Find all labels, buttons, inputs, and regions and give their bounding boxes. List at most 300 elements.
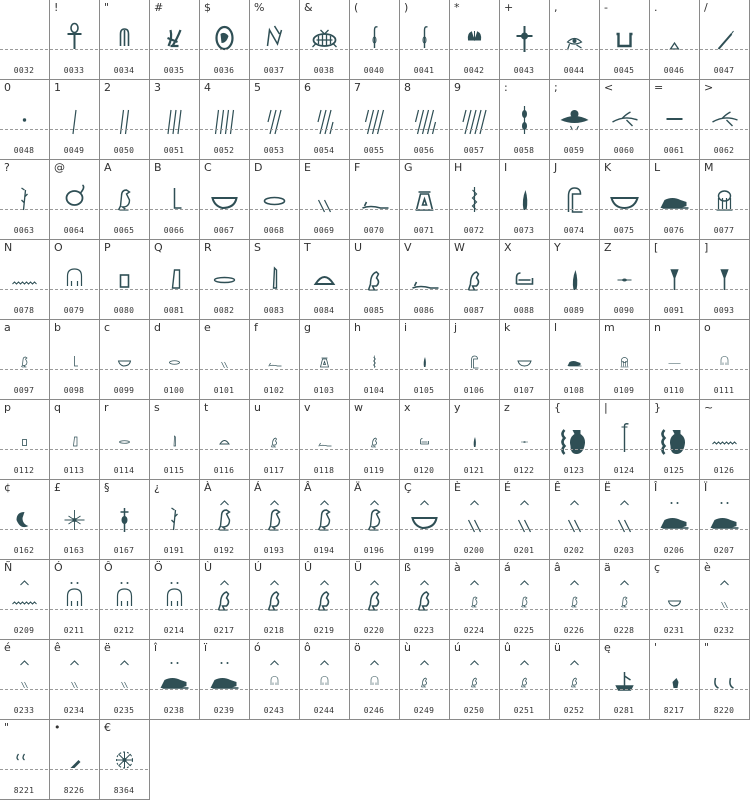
cell-character: é bbox=[4, 641, 11, 654]
glyph-cell bbox=[700, 0, 750, 80]
cell-code: 0060 bbox=[613, 146, 635, 155]
glyph-cell bbox=[150, 80, 200, 160]
glyph-cell bbox=[200, 640, 250, 720]
glyph-cell bbox=[300, 640, 350, 720]
cell-character: i bbox=[404, 321, 408, 334]
baseline-divider bbox=[650, 209, 698, 210]
cell-character: 9 bbox=[454, 81, 461, 94]
cell-character: ( bbox=[354, 1, 359, 14]
vulture-accent-icon bbox=[200, 496, 249, 538]
baseline-divider bbox=[150, 609, 198, 610]
water-small-icon bbox=[650, 336, 699, 378]
cell-character: B bbox=[154, 161, 162, 174]
cell-character: 2 bbox=[104, 81, 111, 94]
chick-accent-icon bbox=[350, 576, 399, 618]
baseline-divider bbox=[400, 369, 448, 370]
cell-character: ? bbox=[4, 161, 10, 174]
crossed-sticks-icon bbox=[50, 496, 99, 538]
gate-icon bbox=[600, 16, 649, 58]
baseline-divider bbox=[600, 689, 648, 690]
baseline-divider bbox=[350, 369, 398, 370]
glyph-cell bbox=[500, 320, 550, 400]
cell-code: 0074 bbox=[563, 226, 585, 235]
baseline-divider bbox=[350, 609, 398, 610]
basket-small-icon bbox=[650, 576, 699, 618]
eye-icon bbox=[550, 16, 599, 58]
wheel-icon bbox=[100, 736, 149, 778]
glyph-cell bbox=[100, 400, 150, 480]
cell-character: L bbox=[654, 161, 661, 174]
cell-character: - bbox=[604, 1, 608, 14]
cell-character: £ bbox=[54, 481, 61, 494]
cell-character: s bbox=[154, 401, 160, 414]
baseline-divider bbox=[450, 129, 498, 130]
reed-stalk-icon bbox=[0, 176, 49, 218]
cell-character: ó bbox=[254, 641, 261, 654]
cell-character: k bbox=[504, 321, 511, 334]
baseline-divider bbox=[700, 529, 748, 530]
baseline-divider bbox=[450, 449, 498, 450]
glyph-cell bbox=[50, 480, 100, 560]
baseline-divider bbox=[150, 449, 198, 450]
baseline-divider bbox=[550, 609, 598, 610]
cell-code: 0038 bbox=[313, 66, 335, 75]
baseline-divider bbox=[200, 369, 248, 370]
glyph-cell bbox=[450, 320, 500, 400]
baseline-divider bbox=[700, 289, 748, 290]
baseline-divider bbox=[50, 529, 98, 530]
baseline-divider bbox=[700, 609, 748, 610]
cell-code: 8220 bbox=[713, 706, 735, 715]
glyph-cell bbox=[450, 240, 500, 320]
door-bolt-icon bbox=[600, 256, 649, 298]
baseline-divider bbox=[300, 289, 348, 290]
glyph-cell bbox=[50, 640, 100, 720]
cell-code: 0085 bbox=[363, 306, 385, 315]
cell-character: Ï bbox=[704, 481, 708, 494]
cell-code: 0052 bbox=[213, 146, 235, 155]
dot-icon bbox=[0, 96, 49, 138]
vulture-accent-small-icon bbox=[550, 576, 599, 618]
baseline-divider bbox=[550, 209, 598, 210]
cell-character: § bbox=[104, 481, 110, 494]
cell-code: 0071 bbox=[413, 226, 435, 235]
cell-code: 0093 bbox=[713, 306, 735, 315]
cell-character: ê bbox=[54, 641, 61, 654]
cell-character: T bbox=[304, 241, 311, 254]
baseline-divider bbox=[250, 369, 298, 370]
staff-crook-icon bbox=[350, 16, 399, 58]
brush-icon bbox=[700, 16, 749, 58]
cell-character: f bbox=[254, 321, 258, 334]
stand-small-icon bbox=[300, 336, 349, 378]
baseline-divider bbox=[450, 289, 498, 290]
cell-code: 0196 bbox=[363, 546, 385, 555]
baseline-divider bbox=[250, 209, 298, 210]
glyph-cell bbox=[600, 480, 650, 560]
cell-code: 0218 bbox=[263, 626, 285, 635]
lion-icon bbox=[650, 176, 699, 218]
snake-vessel-icon bbox=[650, 416, 699, 458]
baseline-divider bbox=[350, 49, 398, 50]
foot-small-icon bbox=[50, 336, 99, 378]
cell-code: 8217 bbox=[663, 706, 685, 715]
cell-character: Ô bbox=[104, 561, 113, 574]
glyph-cell bbox=[650, 160, 700, 240]
chick-accent-icon bbox=[200, 576, 249, 618]
cell-code: 8364 bbox=[113, 786, 135, 795]
cell-character: e bbox=[204, 321, 211, 334]
small-mound-icon bbox=[650, 16, 699, 58]
cell-character: á bbox=[504, 561, 511, 574]
glyph-cell bbox=[200, 560, 250, 640]
cell-code: 0051 bbox=[163, 146, 185, 155]
baseline-divider bbox=[650, 609, 698, 610]
glyph-cell bbox=[450, 80, 500, 160]
baseline-divider bbox=[600, 449, 648, 450]
baseline-divider bbox=[300, 129, 348, 130]
cell-code: 0123 bbox=[563, 466, 585, 475]
baseline-divider bbox=[550, 289, 598, 290]
baseline-divider bbox=[450, 689, 498, 690]
cell-character: 8 bbox=[404, 81, 411, 94]
cell-character: Ú bbox=[254, 561, 263, 574]
baseline-divider bbox=[650, 369, 698, 370]
cell-code: 0217 bbox=[213, 626, 235, 635]
bowl-small-icon bbox=[500, 336, 549, 378]
glyph-cell bbox=[100, 320, 150, 400]
glyph-cell bbox=[300, 480, 350, 560]
baseline-divider bbox=[450, 609, 498, 610]
cell-code: 0068 bbox=[263, 226, 285, 235]
baseline-divider bbox=[0, 369, 48, 370]
baseline-divider bbox=[450, 49, 498, 50]
branch-icon bbox=[700, 96, 749, 138]
baseline-divider bbox=[450, 529, 498, 530]
cell-character: g bbox=[304, 321, 311, 334]
baseline-divider bbox=[300, 529, 348, 530]
reed-small-icon bbox=[400, 336, 449, 378]
glyph-cell bbox=[400, 160, 450, 240]
baseline-divider bbox=[350, 209, 398, 210]
slope-small-icon bbox=[50, 416, 99, 458]
cell-code: 0044 bbox=[563, 66, 585, 75]
twisted-flax-icon bbox=[450, 176, 499, 218]
glyph-cell bbox=[200, 480, 250, 560]
baseline-divider bbox=[350, 449, 398, 450]
cell-character: * bbox=[454, 1, 460, 14]
bolt-small-icon bbox=[500, 416, 549, 458]
cell-code: 0214 bbox=[163, 626, 185, 635]
baseline-divider bbox=[500, 209, 548, 210]
baseline-divider bbox=[0, 289, 48, 290]
cell-code: 0077 bbox=[713, 226, 735, 235]
cell-code: 0083 bbox=[263, 306, 285, 315]
scribe-palette-icon bbox=[250, 16, 299, 58]
glyph-cell bbox=[650, 0, 700, 80]
cell-code: 0058 bbox=[513, 146, 535, 155]
cell-character: % bbox=[254, 1, 265, 14]
cell-character: Ñ bbox=[4, 561, 13, 574]
glyph-cell bbox=[350, 240, 400, 320]
cell-code: 0079 bbox=[63, 306, 85, 315]
baseline-divider bbox=[500, 449, 548, 450]
foot-icon bbox=[150, 176, 199, 218]
chick-accent-small-icon bbox=[450, 656, 499, 698]
basket-handle-icon bbox=[500, 256, 549, 298]
strokes-1-icon bbox=[50, 96, 99, 138]
glyph-cell bbox=[150, 160, 200, 240]
cell-code: 0207 bbox=[713, 546, 735, 555]
cell-character: W bbox=[454, 241, 465, 254]
cell-code: 0111 bbox=[713, 386, 735, 395]
cell-code: 0112 bbox=[13, 466, 35, 475]
baseline-divider bbox=[400, 289, 448, 290]
glyph-cell bbox=[550, 560, 600, 640]
glyph-cell bbox=[150, 0, 200, 80]
glyph-cell bbox=[200, 320, 250, 400]
vulture-accent-icon bbox=[250, 496, 299, 538]
cell-code: 0099 bbox=[113, 386, 135, 395]
glyph-cell bbox=[0, 400, 50, 480]
glyph-cell bbox=[0, 720, 50, 800]
baseline-divider bbox=[700, 449, 748, 450]
strokes-4-icon bbox=[200, 96, 249, 138]
cell-code: 0076 bbox=[663, 226, 685, 235]
cell-character: @ bbox=[54, 161, 65, 174]
cell-code: 0089 bbox=[563, 306, 585, 315]
baseline-divider bbox=[550, 49, 598, 50]
small-seated-icon bbox=[650, 656, 699, 698]
cell-code: 0102 bbox=[263, 386, 285, 395]
chick-accent-icon bbox=[300, 576, 349, 618]
glyph-cell bbox=[700, 320, 750, 400]
cell-character: u bbox=[254, 401, 261, 414]
bowl-icon bbox=[600, 176, 649, 218]
cell-code: 0104 bbox=[363, 386, 385, 395]
baseline-divider bbox=[100, 769, 148, 770]
cell-code: 0078 bbox=[13, 306, 35, 315]
baseline-divider bbox=[50, 609, 98, 610]
water-zigzag-icon bbox=[700, 416, 749, 458]
baseline-divider bbox=[250, 49, 298, 50]
cell-code: 0054 bbox=[313, 146, 335, 155]
glyph-cell bbox=[150, 480, 200, 560]
viper-small-icon bbox=[250, 336, 299, 378]
cell-character: 3 bbox=[154, 81, 161, 94]
glyph-cell bbox=[0, 560, 50, 640]
glyph-cell bbox=[450, 480, 500, 560]
cell-character: [ bbox=[654, 241, 659, 254]
cell-character: Z bbox=[604, 241, 612, 254]
strokes-accent-icon bbox=[500, 496, 549, 538]
cell-character: F bbox=[354, 161, 361, 174]
glyph-cell bbox=[500, 240, 550, 320]
quail-chick-icon bbox=[450, 256, 499, 298]
glyph-cell bbox=[250, 80, 300, 160]
basket-small-icon bbox=[100, 336, 149, 378]
baseline-divider bbox=[500, 289, 548, 290]
baseline-divider bbox=[200, 529, 248, 530]
baseline-divider bbox=[350, 689, 398, 690]
cell-code: 0059 bbox=[563, 146, 585, 155]
glyph-cell bbox=[450, 400, 500, 480]
strokes-accent-small-icon bbox=[0, 656, 49, 698]
baseline-divider bbox=[350, 289, 398, 290]
glyph-cell bbox=[300, 560, 350, 640]
glyph-cell bbox=[450, 0, 500, 80]
glyph-cell bbox=[500, 80, 550, 160]
cell-code: 0231 bbox=[663, 626, 685, 635]
glyph-cell bbox=[650, 240, 700, 320]
baseline-divider bbox=[250, 689, 298, 690]
strokes-accent-icon bbox=[450, 496, 499, 538]
cell-character: d bbox=[154, 321, 161, 334]
lock-accent-icon bbox=[100, 576, 149, 618]
baseline-divider bbox=[150, 49, 198, 50]
cell-character: | bbox=[604, 401, 608, 414]
cell-character: ] bbox=[704, 241, 709, 254]
glyph-cell bbox=[250, 560, 300, 640]
cell-character: q bbox=[54, 401, 61, 414]
baseline-divider bbox=[300, 49, 348, 50]
glyph-cell bbox=[700, 480, 750, 560]
lion-accent-icon bbox=[150, 656, 199, 698]
glyph-cell bbox=[600, 320, 650, 400]
glyph-cell bbox=[550, 400, 600, 480]
glyph-cell bbox=[550, 640, 600, 720]
cell-character: • bbox=[54, 721, 61, 734]
glyph-cell bbox=[50, 160, 100, 240]
cell-code: 0194 bbox=[313, 546, 335, 555]
hair-lock-icon bbox=[50, 256, 99, 298]
baseline-divider bbox=[600, 129, 648, 130]
cell-character: 1 bbox=[54, 81, 61, 94]
glyph-cell bbox=[250, 400, 300, 480]
cell-character: 4 bbox=[204, 81, 211, 94]
cell-character: ï bbox=[204, 641, 208, 654]
glyph-cell bbox=[0, 240, 50, 320]
glyph-cell bbox=[50, 560, 100, 640]
baseline-divider bbox=[700, 49, 748, 50]
water-accent-icon bbox=[0, 576, 49, 618]
glyph-cell bbox=[50, 80, 100, 160]
glyph-cell bbox=[100, 80, 150, 160]
cell-code: 0244 bbox=[313, 706, 335, 715]
cell-character: è bbox=[704, 561, 711, 574]
cell-character: + bbox=[504, 1, 514, 14]
cell-code: 0116 bbox=[213, 466, 235, 475]
cell-character: ) bbox=[404, 1, 409, 14]
cell-code: 0203 bbox=[613, 546, 635, 555]
glyph-cell bbox=[0, 640, 50, 720]
baseline-divider bbox=[300, 609, 348, 610]
cell-code: 0084 bbox=[313, 306, 335, 315]
cell-character: w bbox=[354, 401, 363, 414]
cell-code: 0114 bbox=[113, 466, 135, 475]
baseline-divider bbox=[450, 209, 498, 210]
cell-code: 0193 bbox=[263, 546, 285, 555]
slope-icon bbox=[150, 256, 199, 298]
baseline-divider bbox=[650, 129, 698, 130]
cell-code: 0110 bbox=[663, 386, 685, 395]
cell-code: 0040 bbox=[363, 66, 385, 75]
cell-code: 0121 bbox=[463, 466, 485, 475]
glyph-cell bbox=[700, 80, 750, 160]
baseline-divider bbox=[0, 49, 48, 50]
cell-code: 0202 bbox=[563, 546, 585, 555]
cell-character: Ë bbox=[604, 481, 611, 494]
cell-character: ô bbox=[304, 641, 311, 654]
glyph-cell bbox=[600, 160, 650, 240]
cell-character: E bbox=[304, 161, 311, 174]
glyph-cell bbox=[150, 320, 200, 400]
baseline-divider bbox=[700, 209, 748, 210]
glyph-cell bbox=[350, 400, 400, 480]
cell-character: ú bbox=[454, 641, 461, 654]
cell-code: 0163 bbox=[63, 546, 85, 555]
cell-character: ¿ bbox=[154, 481, 160, 494]
baseline-divider bbox=[100, 209, 148, 210]
cell-character: Q bbox=[154, 241, 163, 254]
cell-character: û bbox=[504, 641, 511, 654]
baseline-divider bbox=[50, 209, 98, 210]
glyph-cell bbox=[400, 80, 450, 160]
baseline-divider bbox=[100, 129, 148, 130]
cell-character: y bbox=[454, 401, 461, 414]
cell-code: 0081 bbox=[163, 306, 185, 315]
baseline-divider bbox=[550, 369, 598, 370]
glyph-cell bbox=[100, 240, 150, 320]
cell-code: 0053 bbox=[263, 146, 285, 155]
cell-code: 0162 bbox=[13, 546, 35, 555]
glyph-cell bbox=[700, 400, 750, 480]
cell-character: o bbox=[704, 321, 711, 334]
cell-code: 0100 bbox=[163, 386, 185, 395]
strokes-accent-small-icon bbox=[100, 656, 149, 698]
baseline-divider bbox=[200, 49, 248, 50]
glyph-cell bbox=[250, 160, 300, 240]
cell-code: 0101 bbox=[213, 386, 235, 395]
glyph-cell bbox=[150, 560, 200, 640]
mouth-small-icon bbox=[100, 416, 149, 458]
baseline-divider bbox=[0, 609, 48, 610]
cell-character: v bbox=[304, 401, 311, 414]
strokes-3-icon bbox=[150, 96, 199, 138]
cell-character: â bbox=[554, 561, 561, 574]
cell-code: 0103 bbox=[313, 386, 335, 395]
strokes-6-icon bbox=[300, 96, 349, 138]
cell-code: 0069 bbox=[313, 226, 335, 235]
cell-code: 0106 bbox=[463, 386, 485, 395]
glyph-cell bbox=[400, 480, 450, 560]
folded-cloth-icon bbox=[250, 256, 299, 298]
glyph-cell bbox=[650, 560, 700, 640]
branch-icon bbox=[600, 96, 649, 138]
baseline-divider bbox=[50, 449, 98, 450]
strokes-2-icon bbox=[100, 96, 149, 138]
glyph-cell bbox=[400, 240, 450, 320]
cell-character: Ç bbox=[404, 481, 412, 494]
cell-code: 0086 bbox=[413, 306, 435, 315]
baseline-divider bbox=[100, 289, 148, 290]
baseline-divider bbox=[650, 689, 698, 690]
baseline-divider bbox=[250, 289, 298, 290]
baseline-divider bbox=[150, 289, 198, 290]
quail-chick-icon bbox=[350, 256, 399, 298]
owl-icon bbox=[700, 176, 749, 218]
lion-accent-icon bbox=[650, 496, 699, 538]
